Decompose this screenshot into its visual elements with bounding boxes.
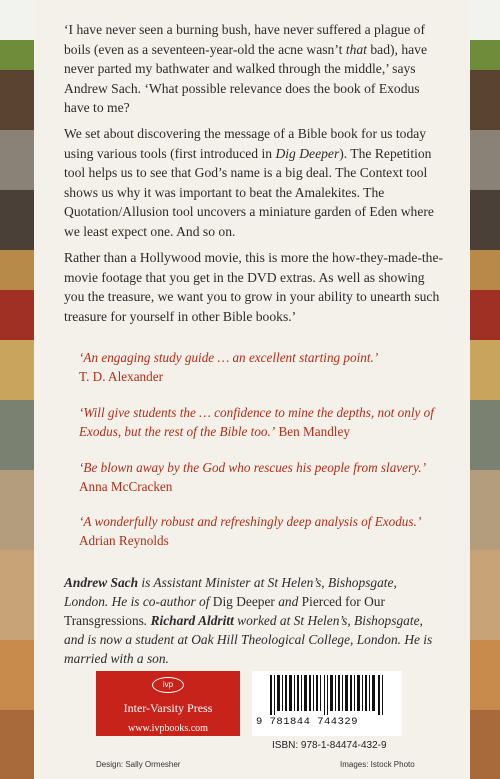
- intro-paragraph-2: We set about discovering the message of a Bible book for us today using various tools (first introduced in Dig Deeper). The Repetition tool helps us to see that God’s name is a big deal. The Context tool shows us why it was important to beat the Amalekites. The Quotation/Allusion tool uncovers a miniature garden of Eden where we least expect one. And so on.: [64, 126, 434, 239]
- image-credit: Images: Istock Photo: [340, 760, 415, 769]
- soil-layers-left-image: [0, 0, 34, 779]
- author-biographies: Andrew Sach is Assistant Minister at St Helen’s, Bishopsgate, London. He is co-author of Dig Deeper and Pierced for Our Transgressions. Richard Aldritt worked at St Helen’s, Bishopsgate, and is now a student at Oak Hill Theological College, London. He is married with a son.: [64, 575, 433, 666]
- ivp-logo: ivp: [152, 677, 184, 693]
- publisher-block: [96, 671, 240, 736]
- publisher-name: Inter-Varsity Press: [123, 701, 213, 715]
- barcode-image: [270, 675, 384, 715]
- isbn-number: ISBN: 978-1-84474-432-9: [272, 740, 387, 751]
- intro-paragraph-3: Rather than a Hollywood movie, this is more the how-they-made-the-movie footage that you get in the DVD extras. As well as showing you the treasure, we want you to grow in your ability to unearth such treasure for yourself in other Bible books.’: [64, 250, 444, 324]
- intro-paragraph-1: ‘I have never seen a burning bush, have never suffered a plague of boils (even as a seventeen-year-old the acne wasn’t that bad), have never parted my bathwater and walked through the middle,’ says Andrew Sach. ‘What possible relevance does the book of Exodus have to me?: [64, 22, 427, 115]
- soil-layers-right-image: [470, 0, 500, 779]
- barcode-block: [252, 671, 402, 736]
- endorsement-alexander: ‘An engaging study guide … an excellent starting point.’ T. D. Alexander: [79, 350, 379, 384]
- endorsement-mccracken: ‘Be blown away by the God who rescues his people from slavery.’ Anna McCracken: [79, 460, 426, 494]
- design-credit: Design: Sally Ormesher: [96, 760, 181, 769]
- publisher-website: www.ivpbooks.com: [128, 723, 208, 734]
- endorsement-mandley: ‘Will give students the … confidence to mine the depths, not only of Exodus, but the rest of the Bible too.’ Ben Mandley: [79, 405, 434, 439]
- endorsement-reynolds: ‘A wonderfully robust and refreshingly deep analysis of Exodus.’ Adrian Reynolds: [79, 514, 422, 548]
- barcode-digits: 9 781844 744329: [256, 716, 359, 728]
